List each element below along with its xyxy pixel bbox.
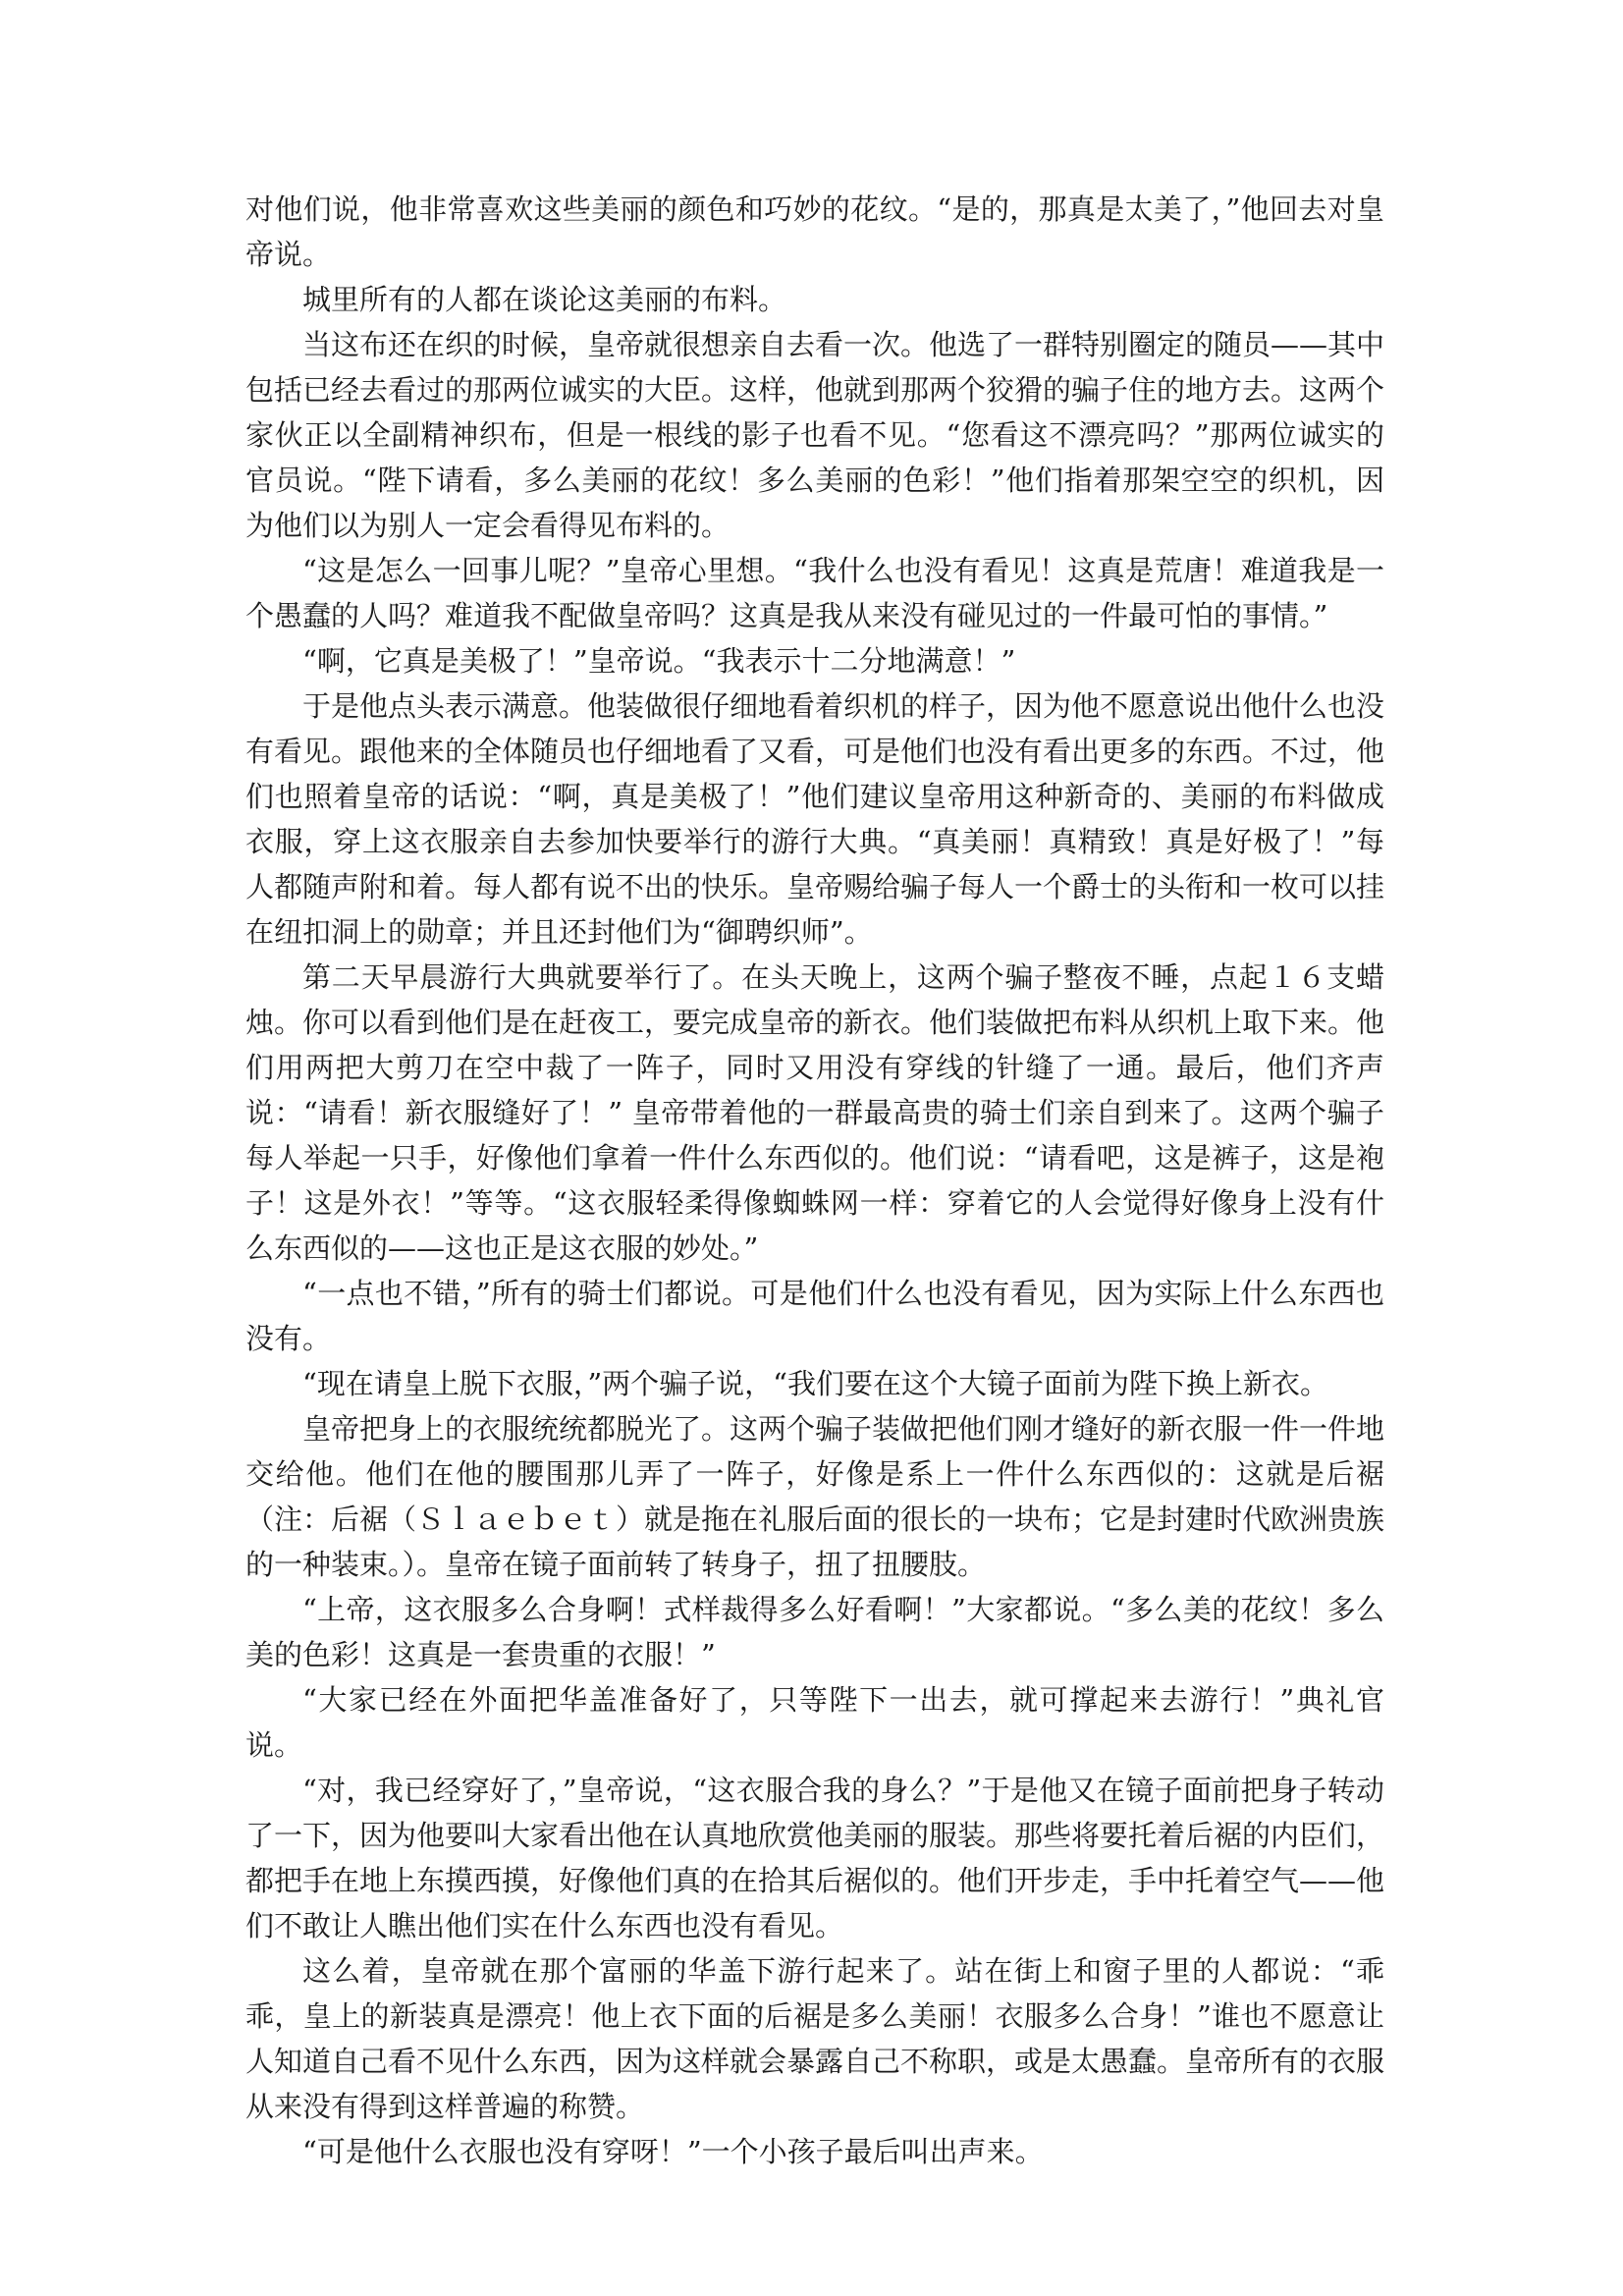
paragraph-11: “上帝，这衣服多么合身啊！式样裁得多么好看啊！”大家都说。“多么美的花纹！多么美的色彩！这真是一套贵重的衣服！” [245,1593,1384,1671]
paragraph-15: “可是他什么衣服也没有穿呀！”一个小孩子最后叫出声来。 [302,2135,1044,2168]
paragraph-6: 于是他点头表示满意。他装做很仔细地看着织机的样子，因为他不愿意说出他什么也没有看见。跟他来的全体随员也仔细地看了又看，可是他们也没有看出更多的东西。不过，他们也照着皇帝的话说：“啊，真是美极了！”他们建议皇帝用这种新奇的、美丽的布料做成衣服，穿上这衣服亲自去参加快要举行的游行大典。“真美丽！真精致！真是好极了！”每人都随声附和着。每人都有说不出的快乐。皇帝赐给骗子每人一个爵士的头衔和一枚可以挂在纽扣洞上的勋章；并且还封他们为“御聘织师”。 [245,689,1385,949]
paragraph-4: “这是怎么一回事儿呢？”皇帝心里想。“我什么也没有看见！这真是荒唐！难道我是一个愚蠢的人吗？难道我不配做皇帝吗？这真是我从来没有碰见过的一件最可怕的事情。” [245,554,1384,632]
paragraph-7: 第二天早晨游行大典就要举行了。在头天晚上，这两个骗子整夜不睡，点起１６支蜡烛。你可以看到他们是在赶夜工，要完成皇帝的新衣。他们装做把布料从织机上取下来。他们用两把大剪刀在空中裁了一阵子，同时又用没有穿线的针缝了一通。最后，他们齐声说：“请看！新衣服缝好了！” 皇帝带着他的一群最高贵的骑士们亲自到来了。这两个骗子每人举起一只手，好像他们拿着一件什么东西似的。他们说：“请看吧，这是裤子，这是袍子！这是外衣！”等等。“这衣服轻柔得像蜘蛛网一样：穿着它的人会觉得好像身上没有什么东西似的——这也正是这衣服的妙处。” [245,960,1385,1265]
paragraph-2: 城里所有的人都在谈论这美丽的布料。 [302,283,787,316]
paragraph-10: 皇帝把身上的衣服统统都脱光了。这两个骗子装做把他们刚才缝好的新衣服一件一件地交给他。他们在他的腰围那儿弄了一阵子，好像是系上一件什么东西似的：这就是后裾（注：后裾（Ｓｌａｅｂｅｔ）就是拖在礼服后面的很长的一块布；它是封建时代欧洲贵族的一种装束。）。皇帝在镜子面前转了转身子，扭了扭腰肢。 [245,1412,1385,1581]
paragraph-12: “大家已经在外面把华盖准备好了，只等陛下一出去，就可撑起来去游行！”典礼官说。 [245,1683,1384,1762]
paragraph-3: 当这布还在织的时候，皇帝就很想亲自去看一次。他选了一群特别圈定的随员——其中包括已经去看过的那两位诚实的大臣。这样，他就到那两个狡猾的骗子住的地方去。这两个家伙正以全副精神织布，但是一根线的影子也看不见。“您看这不漂亮吗？”那两位诚实的官员说。“陛下请看，多么美丽的花纹！多么美丽的色彩！”他们指着那架空空的织机，因为他们以为别人一定会看得见布料的。 [245,328,1385,542]
paragraph-13: “对，我已经穿好了，”皇帝说，“这衣服合我的身么？”于是他又在镜子面前把身子转动了一下，因为他要叫大家看出他在认真地欣赏他美丽的服装。那些将要托着后裾的内臣们，都把手在地上东摸西摸，好像他们真的在拾其后裾似的。他们开步走，手中托着空气——他们不敢让人瞧出他们实在什么东西也没有看见。 [245,1774,1385,1942]
paragraph-14: 这么着，皇帝就在那个富丽的华盖下游行起来了。站在街上和窗子里的人都说：“乖乖，皇上的新装真是漂亮！他上衣下面的后裾是多么美丽！衣服多么合身！”谁也不愿意让人知道自己看不见什么东西，因为这样就会暴露自己不称职，或是太愚蠢。皇帝所有的衣服从来没有得到这样普遍的称赞。 [245,1954,1385,2123]
paragraph-1: 对他们说，他非常喜欢这些美丽的颜色和巧妙的花纹。“是的，那真是太美了，”他回去对皇帝说。 [245,192,1384,271]
paragraph-9: “现在请皇上脱下衣服，”两个骗子说，“我们要在这个大镜子面前为陛下换上新衣。 [302,1367,1328,1400]
paragraph-8: “一点也不错，”所有的骑士们都说。可是他们什么也没有看见，因为实际上什么东西也没有。 [245,1277,1384,1355]
paragraph-5: “啊，它真是美极了！”皇帝说。“我表示十二分地满意！” [302,644,1016,678]
document-page [245,187,1384,2174]
